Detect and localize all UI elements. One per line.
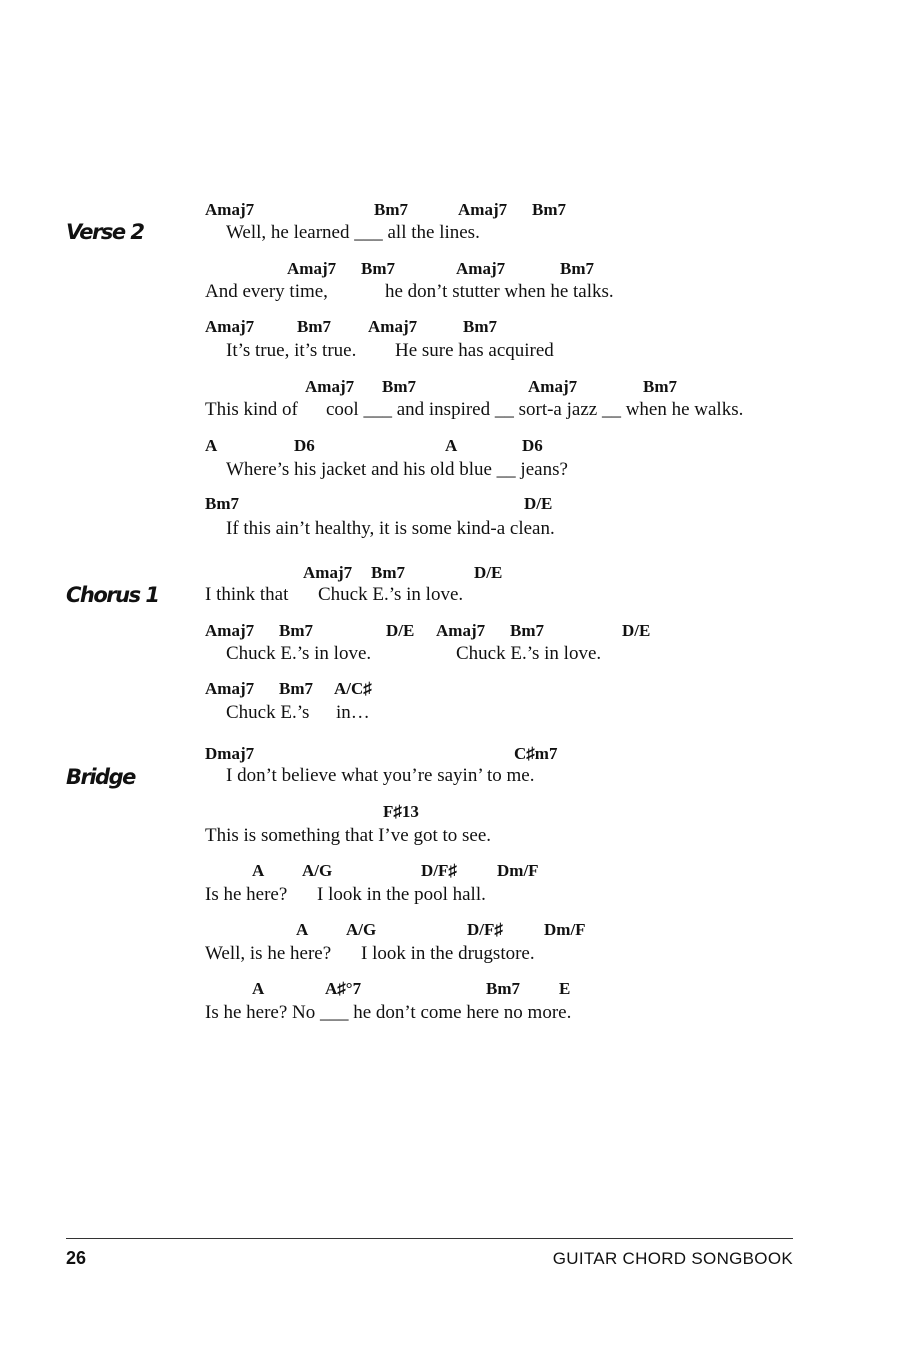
chord: Amaj7 (205, 317, 255, 336)
chord: Amaj7 (458, 200, 508, 219)
chord: Amaj7 (305, 377, 355, 396)
page-number: 26 (66, 1248, 87, 1268)
chord: Bm7 (463, 317, 497, 336)
chord: A (445, 436, 458, 455)
chord: Dm/F (497, 861, 539, 880)
chord-row (0, 200, 900, 224)
chord: Amaj7 (287, 259, 337, 278)
lyric-row (0, 340, 900, 364)
chord-row (0, 377, 900, 401)
chord-row (0, 621, 900, 645)
book-title: GUITAR CHORD SONGBOOK (552, 1249, 793, 1268)
chord-row (0, 979, 900, 1003)
chord: Bm7 (532, 200, 566, 219)
lyric-row (0, 399, 900, 423)
lyric-text: Well, is he here? (205, 943, 332, 964)
chord: E (559, 979, 571, 998)
lyric-text: Chuck E.’s in love. (226, 643, 372, 664)
chord: D/E (622, 621, 651, 640)
chord: Bm7 (279, 621, 313, 640)
chord: Bm7 (279, 679, 313, 698)
chord: D/E (524, 494, 553, 513)
chord: D6 (522, 436, 543, 455)
lyric-text: He sure has acquired (395, 340, 554, 361)
lyric-row (0, 884, 900, 908)
chord: Amaj7 (368, 317, 418, 336)
chord: A (205, 436, 218, 455)
chord-row (0, 920, 900, 944)
chord: C♯m7 (514, 744, 558, 763)
lyric-row (0, 825, 900, 849)
lyric-row (0, 702, 900, 726)
section-label-chorus-1: Chorus 1 (66, 583, 159, 607)
chord: Bm7 (297, 317, 331, 336)
lyric-text: If this ain’t healthy, it is some kind-a clean. (226, 518, 555, 539)
lyric-text: I look in the drugstore. (361, 943, 535, 964)
lyric-row (0, 1002, 900, 1026)
chord: D/F♯ (467, 920, 503, 939)
lyric-text: Is he here? (205, 884, 288, 905)
chord-row (0, 802, 900, 826)
lyric-text: And every time, (205, 281, 328, 302)
chord: D/E (474, 563, 503, 582)
chord: Bm7 (643, 377, 677, 396)
chord: Dmaj7 (205, 744, 255, 763)
chord: Dm/F (544, 920, 586, 939)
lyric-text: It’s true, it’s true. (226, 340, 357, 361)
chord: D6 (294, 436, 315, 455)
lyric-row (0, 643, 900, 667)
chord-row (0, 317, 900, 341)
footer-divider (66, 1238, 793, 1239)
lyric-row (0, 518, 900, 542)
chord: Bm7 (382, 377, 416, 396)
chord: Bm7 (205, 494, 239, 513)
chord-row (0, 436, 900, 460)
chord: A/C♯ (334, 679, 372, 698)
chord: Amaj7 (205, 679, 255, 698)
chord: Amaj7 (303, 563, 353, 582)
lyric-row (0, 222, 900, 246)
chord-row (0, 679, 900, 703)
chord: Amaj7 (436, 621, 486, 640)
lyric-row (0, 281, 900, 305)
section-label-verse-2: Verse 2 (66, 220, 144, 244)
lyric-text: I don’t believe what you’re sayin’ to me. (226, 765, 535, 786)
chord: A (296, 920, 309, 939)
chord: Bm7 (371, 563, 405, 582)
section-label-bridge: Bridge (66, 765, 135, 789)
lyric-text: This is something that I’ve got to see. (205, 825, 492, 846)
chord: Amaj7 (456, 259, 506, 278)
lyric-row (0, 459, 900, 483)
lyric-text: Chuck E.’s in love. (456, 643, 602, 664)
chord-row (0, 861, 900, 885)
chord: A♯°7 (325, 979, 362, 998)
lyric-text: Chuck E.’s in love. (318, 584, 464, 605)
chord: Bm7 (374, 200, 408, 219)
lyric-text: Chuck E.’s (226, 702, 310, 723)
lyric-text: he don’t stutter when he talks. (385, 281, 614, 302)
lyric-text: Where’s his jacket and his old blue __ jeans? (226, 459, 568, 480)
chord-row (0, 259, 900, 283)
lyric-text: Is he here? No ___ he don’t come here no more. (205, 1002, 572, 1023)
chord: D/F♯ (421, 861, 457, 880)
lyric-text: in… (336, 702, 370, 723)
chord: Amaj7 (528, 377, 578, 396)
chord: Amaj7 (205, 621, 255, 640)
lyric-row (0, 943, 900, 967)
chord: F♯13 (383, 802, 419, 821)
chord: Amaj7 (205, 200, 255, 219)
lyric-text: I look in the pool hall. (317, 884, 486, 905)
chord: A (252, 861, 265, 880)
lyric-text: This kind of (205, 399, 298, 420)
chord: Bm7 (560, 259, 594, 278)
chord: Bm7 (510, 621, 544, 640)
lyric-text: Well, he learned ___ all the lines. (226, 222, 480, 243)
chord: Bm7 (361, 259, 395, 278)
chord-row (0, 494, 900, 518)
lyric-text: I think that (205, 584, 289, 605)
lyric-row (0, 584, 900, 608)
chord: D/E (386, 621, 415, 640)
chord: A/G (302, 861, 333, 880)
chord: A/G (346, 920, 377, 939)
chord: A (252, 979, 265, 998)
lyric-text: cool ___ and inspired __ sort-a jazz __ when he walks. (326, 399, 744, 420)
chord: Bm7 (486, 979, 520, 998)
lyric-row (0, 765, 900, 789)
